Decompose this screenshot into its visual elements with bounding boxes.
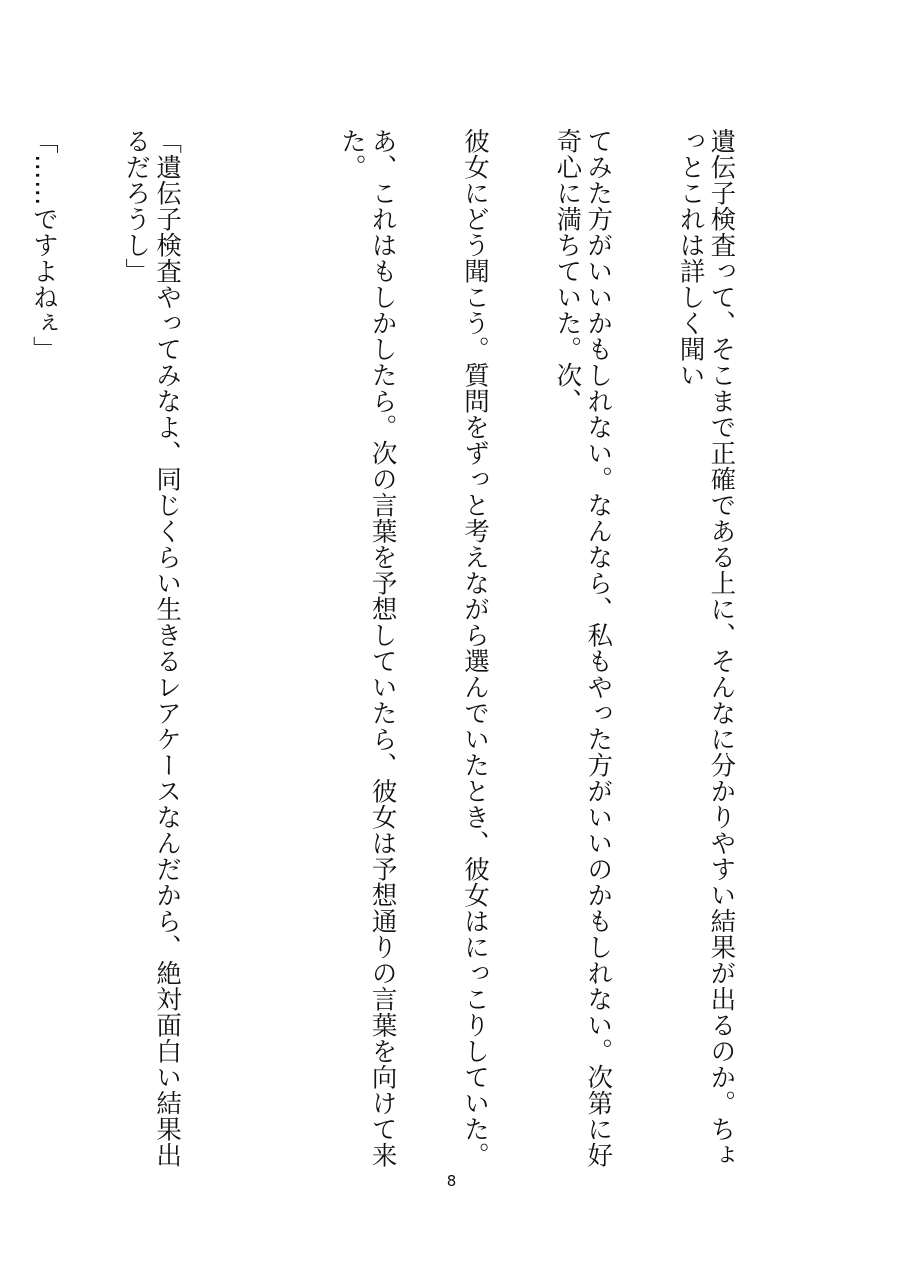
text-line-4: あ、これはもしかしたら。次の言葉を予想していたら、彼女は予想通りの言葉を向けて来た。 <box>336 128 398 1168</box>
paragraph-gap <box>244 128 275 1168</box>
page-number: 8 <box>446 1172 457 1190</box>
text-line-7: 「……ですよねぇ」 <box>28 128 59 362</box>
text-line-2: てみた方がいいかもしれない。なんなら、私もやった方がいいのかもしれない。次第に好奇心に満ちていた。次、 <box>552 128 614 1168</box>
text-line-1: 遺伝子検査って、そこまで正確である上に、そんなに分かりやすい結果が出るのか。ちょっとこれは詳しく聞い <box>675 128 737 1168</box>
text-line-3: 彼女にどう聞こう。質問をずっと考えながら選んでいたとき、彼女はにっこりしていた。 <box>460 128 491 1168</box>
text-line-6: 「遺伝子検査やってみなよ、同じくらい生きるレアケースなんだから、絶対面白い結果出るだろうし」 <box>121 128 183 1168</box>
vertical-text-body <box>0 128 798 1168</box>
